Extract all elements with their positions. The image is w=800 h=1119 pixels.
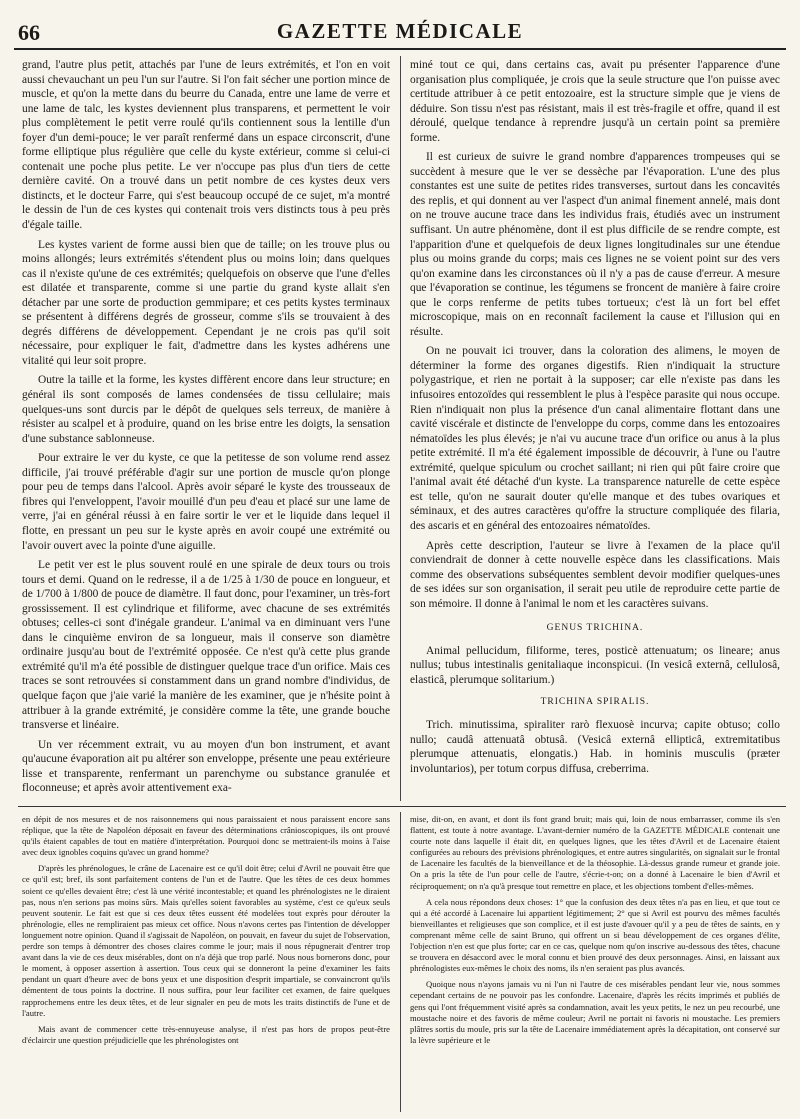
article-paragraph: On ne pouvait ici trouver, dans la coloration des alimens, le moyen de déterminer la forme des organes digestifs. Rien n'indiquait la structure polygastrique, et rien ne portait à la supposer; car elle n'existe pas dans les infusoires entozoïdes qui ressemblent le plus à l'espèce parasite qui nous occupe. Rien n'indiquait non plus la présence d'un canal alimentaire flottant dans une cavité viscérale et distincte de l'enveloppe du corps, comme dans les entozoaires nématoïdes les plus élevés; je n'ai vu aucune trace d'un orifice ou anus à la plus petite extrémité. Il m'a été également impossible de découvrir, à l'une ou l'autre extrémité, quelque spiculum ou crochet saillant; ni rien qui pût faire croire que l'animal avait été détaché d'un kyste. La transparence naturelle de cette espèce est telle, qu'on ne saurait douter qu'elle manque et des tubes ovariques et séminaux, et des autres caractères qu'offre la structure compliquée des filaria, des ascaris et en général des entozoaires nématoïdes. [410,345,780,532]
article-paragraph: Après cette description, l'auteur se livre à l'examen de la place qu'il conviendrait de donner à cette nouvelle espèce dans les classifications. Mais comme des observations subséquentes semblent devoir modifier quelques-unes de ses idées sur son organisation, il serait peu utile de reproduire cette partie de son mémoire. Il donne à l'animal le nom et les caractères suivans. [410,539,780,610]
feuilleton-paragraph: en dépit de nos mesures et de nos raisonnemens qui nous paraissaient et nous paraissent encore sans réplique, que la tête de Napoléon déposait en faveur des déterminations crânioscopiques, ils ont prouvé qu'ils étaient capables de tout en matière d'interprétation. Pourquoi donc se mettraient-ils moins à l'aise avec deux ignobles coquins qu'avec un grand homme? [22,814,390,858]
genus-heading: GENUS TRICHINA. [546,623,644,634]
journal-title: GAZETTE MÉDICALE [276,19,524,43]
column-divider-lower [400,812,401,1112]
article-paragraph: miné tout ce qui, dans certains cas, avait pu présenter l'apparence d'une organisation plus compliquée, je crois que la seule structure que l'on puisse avec certitude attribuer à ce petit entozoaire, est la structure simple que je viens de déduire. Son tissu n'est pas résistant, mais il est très-fragile et offre, quand il est déroulé, quelque tendance à reprendre jusqu'à un certain point sa première forme. [410,59,780,144]
article-paragraph: Outre la taille et la forme, les kystes diffèrent encore dans leur structure; en général ils sont composés de lames condensées de tissu cellulaire; mais quelques-uns sont durcis par le dépôt de quelques sels terreux, de manière à résister au scalpel et à produire, quand on les brise entre les doigts, la sensation d'une substance sablonneuse. [22,374,390,445]
article-column-left [22,58,390,798]
feuilleton-paragraph: mise, dit-on, en avant, et dont ils font grand bruit; mais qui, loin de nous embarrasser, comme ils s'en flattent, est toute à notre avantage. L'avant-dernier numéro de la GAZETTE MÉDICALE contenait une courte note dans laquelle il était dit, en quelques lignes, que les têtes d'Avril et de Lacenaire étaient configurées au rebours des prévisions phrénologiques, et entre autres singularités, on signalait sur le frontal de Lacenaire les facultés de la bienveillance et de la théosophie. Là-dessus grande rumeur et grande joie. On a pris la tête de l'un pour celle de l'autre, s'écrie-t-on; on a donné à Lacenaire le bien d'Avril et réciproquement; on n'a qu'à presque tout remettre en place, et les objections tombent d'elles-mêmes. [410,814,780,891]
article-paragraph: Pour extraire le ver du kyste, ce que la petitesse de son volume rend assez difficile, j'ai trouvé préférable d'agir sur une portion de muscle qu'on plonge pour peu de temps dans l'alcool. Après avoir séparé le kyste des trousseaux de fibres qui l'enveloppent, l'avoir mouillé d'un peu d'eau et placé sur une lame de verre, j'ai en général réussi à en faire sortir le ver et le liquide dans lequel il flotte, en pressant un peu sur le kyste après en avoir coupé une extrémité ou l'avoir ouvert avec la pointe d'une aiguille. [22,452,390,552]
species-heading: TRICHINA SPIRALIS. [540,697,650,708]
feuilleton-separator [18,806,786,807]
article-paragraph: Le petit ver est le plus souvent roulé en une spirale de deux tours ou trois tours et demi. Quand on le redresse, il a de 1/25 à 1/30 de pouce en longueur, et de 1/700 à 1/800 de pouce de diamètre. Il faut donc, pour l'examiner, un très-fort grossissement. Il est cylindrique et filiforme, avec chacune de ses extrémités obtuses; celles-ci sont d'inégale grandeur. L'animal va en diminuant vers l'une dans le cinquième environ de sa longueur, mais il conserve son diamètre ordinaire jusqu'au bout de l'extrémité opposée. Ce n'est qu'à cette plus grande extrémité qu'il m'a été possible de distinguer quelque trace d'un orifice. Mais ces traces se sont retrouvées si constamment dans un grand nombre d'individus, de quelque façon que j'aie varié la manière de les examiner, que je n'hésite point à attribuer à la grande extrémité, je considère comme la tête, une grande bouche transverse et linéaire. [22,559,390,732]
article-paragraph: grand, l'autre plus petit, attachés par l'une de leurs extrémités, et l'on en voit aussi chevauchant un peu l'un sur l'autre. Si l'on fait sécher une portion mince de muscle, et qu'on la mette dans du beurre du Canada, entre une lame de verre et une lame de talc, les kystes deviennent plus transparens, et permettent le voir plus complètement le petit verre roulé qu'ils contiennent sous la lentille d'un foyer d'un demi-pouce; le ver paraît renfermé dans un espace circonscrit, d'une forme elliptique plus régulière que celle du kyste extérieur, comme si celui-ci contenait une poche plus petite. Le ver n'occupe pas plus d'un tiers de cette dernière cavité. On a trouvé dans un petit nombre de ces kystes deux vers distincts, et le docteur Farre, qui s'est beaucoup occupé de ce sujet, m'a montré le dessin de l'un de ces kystes qui contenait trois vers distincts tous à peu près d'égale taille. [22,59,390,232]
article-paragraph: Il est curieux de suivre le grand nombre d'apparences trompeuses qui se succèdent à mesure que le ver se dessèche par l'évaporation. L'une des plus constantes est une suite de petites rides transverses, surtout dans les concavités des replis, et qui donnent au ver l'aspect d'un animal finement annelé, mais dont on ne trouve aucune trace dans les individus frais, étudiés avec un instrument suffisant. Un autre phénomène, dont il est plus difficile de se rendre compte, est l'apparition d'une et quelquefois de deux lignes longitudinales sur une étendue plus ou moins grande du corps; mais ces lignes ne se voient point sur des vers qu'on examine dans les circonstances où il n'y a pas de cause d'erreur. A mesure que l'évaporation se continue, les tégumens se froncent de manière à faire croire que le corps renferme de petits tubes tortueux; c'est là un fort bel effet microscopique, mais on en reconnaît facilement la cause et l'illusion qui en résulte. [410,151,780,338]
article-column-right [410,58,780,798]
page-header [14,8,786,50]
feuilleton-column-right [410,814,780,1114]
feuilleton-column-left [22,814,390,1114]
column-divider [400,56,401,801]
page-number: 66 [18,20,40,45]
header-rule [14,48,786,50]
article-paragraph: Les kystes varient de forme aussi bien que de taille; on les trouve plus ou moins allongés; leurs extrémités s'étendent plus ou moins loin; dans quelques cas il n'existe qu'une de ces extrémités; quelquefois on observe que l'une d'elles est dilatée et transparente, comme si une partie du grand kyste allait s'en détacher par une sorte de production gemmipare; et ces petits kystes terminaux se présentent à différens degrés de grosseur, comme s'ils se trouvaient à des degrés différens de développement. Cependant je ne crois pas qu'il soit nécessaire, pour expliquer le fait, d'admettre dans les kystes adhérens une vitalité qui leur soit propre. [22,238,390,367]
feuilleton-paragraph: D'après les phrénologues, le crâne de Lacenaire est ce qu'il doit être; celui d'Avril ne pouvait être que ce qu'il est; bref, ils sont parfaitement contens de l'un et de l'autre. Que les têtes de ces deux hommes soient ce qu'elles devaient être; c'est là une vérité incontestable; et quand les phrénologistes ne le diraient pas, nous n'en serions pas moins sûrs. Mais qu'elles soient favorables au système, c'est ce qu'eux seuls peuvent soutenir. Le fait est que si ces deux têtes eussent été modelées tout exprès pour dérouter la phrénologie, elles ne rempliraient pas mieux cet office. Nous n'avons certes pas l'intention de développer longuement notre opinion. Quand il s'agissait de Napoléon, on pouvait, en faveur du sujet de l'observation, perdre son temps à démontrer des choses claires comme le jour; mais il nous répugnerait d'entrer trop avant dans la vie de ces deux misérables, dont on n'a déjà que trop parlé. Nous nous bornerons donc, pour le moment, à opposer assertion à assertion. Tous ceux qui se donneront la peine d'examiner les faits pendant un quart d'heure avec de bons yeux et une disposition d'esprit impartiale, se convaincront qu'ils démentent de tous points la doctrine. Il nous suffira, pour leur faciliter cet examen, de faire quelques rapprochemens entre les deux têtes, et de leur signaler en peu de mots les traits distinctifs de l'une et de l'autre. [22,863,390,1018]
genus-diagnosis: Animal pellucidum, filiforme, teres, posticè attenuatum; os lineare; anus nullus; tubus intestinalis genitaliaque inconspicui. (In vesicâ externâ, cellulosâ, elasticâ, plerumque solitarium.) [410,644,780,686]
feuilleton-paragraph: A cela nous répondons deux choses: 1° que la confusion des deux têtes n'a pas en lieu, et que tout ce qui a été accordé à Lacenaire lui appartient légitimement; 2° que si Avril est pourvu des mêmes facultés bienveillantes et religieuses que son complice, et il est juste d'avouer qu'il y a peu de têtes de saints, en y comprenant même celle de saint Bruno, qui offrent un si beau développement de ces organes d'élite, l'objection n'en est que plus forte; car en ce cas, quelque nom qu'on inscrive au-dessous des têtes, chacune se trouvera en désaccord avec le moral connu et bien prouvé des deux personnages. Ainsi, en laissant aux phrénologistes eux-mêmes le choix des noms, ils n'en seraient pas plus avancés. [410,896,780,974]
species-diagnosis: Trich. minutissima, spiraliter rarò flexuosè incurva; capite obtuso; collo nullo; caudâ attenuatâ obtusâ. (Vesicâ externâ ellipticâ, extremitatibus plerumque attenuatis, elongatis.) Hab. in hominis musculis (præter involuntarios), per totum corpus diffusa, creberrima. [410,718,780,775]
article-paragraph: Un ver récemment extrait, vu au moyen d'un bon instrument, et avant qu'aucune évaporation ait pu altérer son enveloppe, présente une peau extérieure lisse et transparente, renfermant un parenchyme ou substance granulée et floconneuse; et après avoir attentivement exa- [22,738,390,795]
feuilleton-paragraph: Quoique nous n'ayons jamais vu ni l'un ni l'autre de ces misérables pendant leur vie, nous sommes cependant certains de ne pouvoir pas les confondre. Lacenaire, d'après les récits imprimés et publiés de gens qui l'ont fréquemment visité après sa condamnation, avait les yeux petits, le nez un peu recourbé, une moustache noire et des favoris de même couleur; Avril ne portait ni favoris ni moustache. Les premiers plâtres sortis du moule, pris sur la tête de Lacenaire immédiatement après la décapitation, ont conservé sur la lèvre supérieure et le [410,979,780,1045]
feuilleton-paragraph: Mais avant de commencer cette très-ennuyeuse analyse, il n'est pas hors de propos peut-être d'éclaircir une question préjudicielle que les phrénologistes ont [22,1023,390,1045]
